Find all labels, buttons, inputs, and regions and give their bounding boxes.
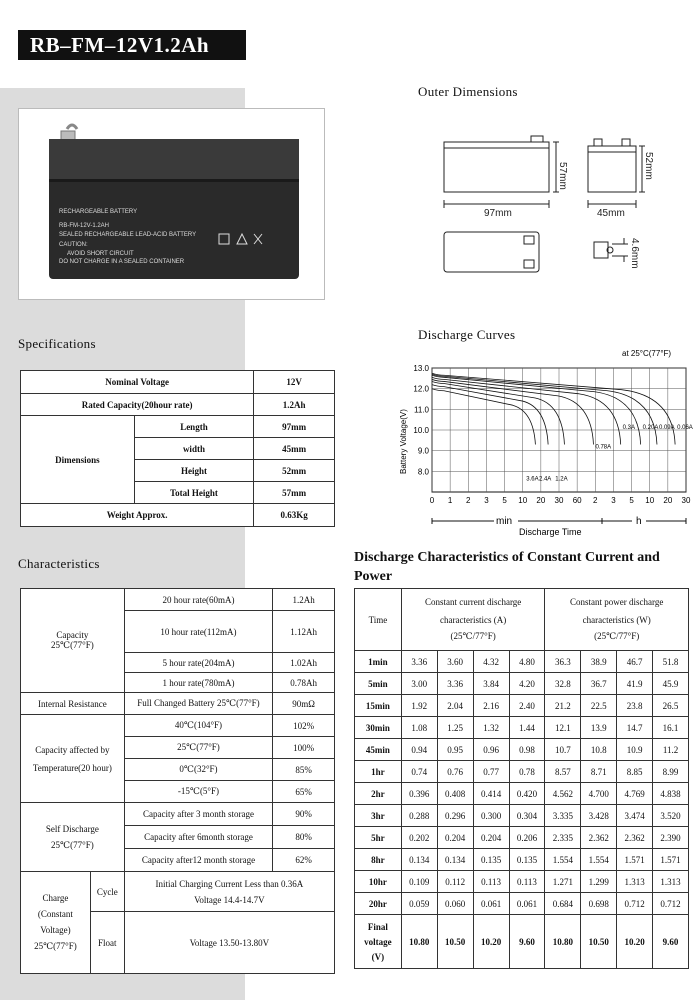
discharge-curves-chart (396, 344, 696, 540)
dt-value-cell: 0.414 (473, 783, 509, 805)
dt-value-cell: 0.135 (473, 849, 509, 871)
dt-final-value: 10.50 (581, 915, 617, 969)
dt-value-cell: 4.20 (509, 673, 545, 695)
spec-capacity: 1.2Ah (254, 394, 335, 416)
dt-time-cell: 20hr (355, 893, 402, 915)
dt-value-cell: 2.390 (653, 827, 689, 849)
dt-value-cell: 1.25 (437, 717, 473, 739)
dt-time-cell: 45min (355, 739, 402, 761)
chart-curve-label: 2.4A (538, 476, 552, 483)
char-rate10: 1.12Ah (273, 611, 335, 653)
dt-value-cell: 51.8 (653, 651, 689, 673)
dt-time-cell: 8hr (355, 849, 402, 871)
battery-photo (18, 108, 325, 300)
char-temp-label: Capacity affected by Temperature(20 hour) (21, 715, 125, 803)
chart-x-tick-label: 5 (629, 496, 634, 505)
table-row (355, 761, 689, 783)
dt-value-cell: 0.300 (473, 805, 509, 827)
dim-length: 97mm (484, 208, 512, 219)
dt-value-cell: 1.32 (473, 717, 509, 739)
chart-curve-1.2A (432, 382, 564, 445)
dt-value-cell: 41.9 (617, 673, 653, 695)
dt-value-cell: 4.838 (653, 783, 689, 805)
spec-voltage: 12V (254, 371, 335, 394)
dt-value-cell: 0.96 (473, 739, 509, 761)
chart-y-ticks (413, 364, 429, 476)
spec-height: 52mm (254, 460, 335, 482)
chart-curve-label: 1.2A (555, 476, 568, 483)
char-sd6-label: Capacity after 6month storage (124, 826, 272, 849)
chart-x-tick-label: 20 (663, 496, 673, 505)
dt-value-cell: 11.2 (653, 739, 689, 761)
char-tm15-label: -15℃(5°F) (124, 781, 272, 803)
chart-curve-label: 3.6A (526, 476, 539, 483)
chart-curve-2.4A (432, 385, 548, 445)
char-ir-label: Internal Resistance (21, 693, 125, 715)
char-rate5: 1.02Ah (273, 653, 335, 673)
dt-value-cell: 0.134 (437, 849, 473, 871)
table-row (355, 739, 689, 761)
specifications-table (20, 370, 335, 527)
char-sd12-label: Capacity after12 month storage (124, 849, 272, 872)
dt-value-cell: 10.7 (545, 739, 581, 761)
chart-x-tick-label: 3 (484, 496, 489, 505)
dt-value-cell: 0.059 (401, 893, 437, 915)
dt-final-value: 10.20 (617, 915, 653, 969)
dt-time-header: Time (355, 589, 402, 651)
dt-value-cell: 0.134 (401, 849, 437, 871)
table-row (355, 651, 689, 673)
dt-value-cell: 0.061 (509, 893, 545, 915)
dt-value-cell: 0.304 (509, 805, 545, 827)
dt-value-cell: 8.71 (581, 761, 617, 783)
table-row (355, 849, 689, 871)
table-row (355, 827, 689, 849)
chart-curve-3.6A (432, 389, 535, 445)
spec-total-height: 57mm (254, 482, 335, 504)
spec-height-label: Height (134, 460, 254, 482)
chart-x-unit-h: h (636, 516, 642, 527)
chart-x-tick-label: 10 (645, 496, 655, 505)
char-float-label: Float (90, 912, 124, 974)
dt-value-cell: 10.9 (617, 739, 653, 761)
chart-x-tick-label: 30 (681, 496, 691, 505)
dt-value-cell: 0.204 (473, 827, 509, 849)
dt-final-value: 9.60 (509, 915, 545, 969)
dt-time-cell: 5min (355, 673, 402, 695)
discharge-curves-heading: Discharge Curves (418, 327, 516, 342)
table-row (355, 695, 689, 717)
char-t25: 100% (273, 737, 335, 759)
spec-weight-label: Weight Approx. (21, 504, 254, 527)
dt-value-cell: 0.74 (401, 761, 437, 783)
char-rate5-label: 5 hour rate(204mA) (124, 653, 272, 673)
chart-x-tick-label: 5 (502, 496, 507, 505)
dt-value-cell: 2.362 (581, 827, 617, 849)
dt-value-cell: 12.1 (545, 717, 581, 739)
dt-value-cell: 1.313 (617, 871, 653, 893)
dt-value-cell: 3.36 (401, 651, 437, 673)
char-rate1-label: 1 hour rate(780mA) (124, 673, 272, 693)
chart-x-ticks (430, 496, 691, 505)
dt-value-cell: 0.684 (545, 893, 581, 915)
label-line6: DO NOT CHARGE IN A SEALED CONTAINER (59, 259, 185, 265)
dt-value-cell: 8.99 (653, 761, 689, 783)
table-row (355, 893, 689, 915)
spec-weight: 0.63Kg (254, 504, 335, 527)
dt-value-cell: 0.112 (437, 871, 473, 893)
dt-value-cell: 1.313 (653, 871, 689, 893)
dt-value-cell: 0.698 (581, 893, 617, 915)
chart-x-tick-label: 30 (554, 496, 564, 505)
dt-cc-header: Constant current discharge characteristics (A) (25℃/77°F) (401, 589, 545, 651)
dt-value-cell: 0.288 (401, 805, 437, 827)
spec-width-label: width (134, 438, 254, 460)
dt-value-cell: 21.2 (545, 695, 581, 717)
dt-value-cell: 1.92 (401, 695, 437, 717)
dt-value-cell: 0.94 (401, 739, 437, 761)
char-tm15: 65% (273, 781, 335, 803)
dt-final-value: 9.60 (653, 915, 689, 969)
dt-value-cell: 8.57 (545, 761, 581, 783)
spec-voltage-label: Nominal Voltage (21, 371, 254, 394)
dt-final-value: 10.80 (545, 915, 581, 969)
dt-value-cell: 3.335 (545, 805, 581, 827)
dt-value-cell: 2.04 (437, 695, 473, 717)
char-charge-label: Charge (Constant Voltage) 25℃(77°F) (21, 872, 91, 974)
chart-curve-label: 0.06A (677, 424, 693, 431)
dt-value-cell: 3.36 (437, 673, 473, 695)
char-capacity-label: Capacity 25℃(77°F) (21, 589, 125, 693)
char-t40-label: 40℃(104°F) (124, 715, 272, 737)
chart-x-tick-label: 20 (536, 496, 546, 505)
dt-value-cell: 16.1 (653, 717, 689, 739)
dt-value-cell: 0.202 (401, 827, 437, 849)
dt-value-cell: 4.769 (617, 783, 653, 805)
dt-value-cell: 45.9 (653, 673, 689, 695)
spec-dimensions-label: Dimensions (21, 416, 135, 504)
dt-value-cell: 22.5 (581, 695, 617, 717)
char-ir: 90mΩ (273, 693, 335, 715)
dt-value-cell: 3.428 (581, 805, 617, 827)
dt-value-cell: 2.335 (545, 827, 581, 849)
dt-value-cell: 0.76 (437, 761, 473, 783)
spec-width: 45mm (254, 438, 335, 460)
chart-y-tick-label: 12.0 (413, 384, 429, 394)
spec-capacity-label: Rated Capacity(20hour rate) (21, 394, 254, 416)
dt-time-cell: 5hr (355, 827, 402, 849)
dt-value-cell: 0.712 (617, 893, 653, 915)
char-sd6: 80% (273, 826, 335, 849)
dim-case-height: 52mm (643, 152, 654, 180)
dt-time-cell: 15min (355, 695, 402, 717)
dt-value-cell: 0.206 (509, 827, 545, 849)
dt-value-cell: 36.3 (545, 651, 581, 673)
dt-value-cell: 0.113 (509, 871, 545, 893)
dt-value-cell: 4.700 (581, 783, 617, 805)
dt-time-cell: 10hr (355, 871, 402, 893)
char-float-value: Voltage 13.50-13.80V (124, 912, 334, 974)
chart-x-tick-label: 2 (466, 496, 471, 505)
dt-value-cell: 0.296 (437, 805, 473, 827)
dt-value-cell: 1.571 (653, 849, 689, 871)
dt-time-cell: 2hr (355, 783, 402, 805)
char-t25-label: 25℃(77°F) (124, 737, 272, 759)
outer-dimensions-heading: Outer Dimensions (418, 84, 518, 99)
dt-value-cell: 38.9 (581, 651, 617, 673)
char-ir-cond: Full Changed Battery 25℃(77°F) (124, 693, 272, 715)
dt-value-cell: 3.474 (617, 805, 653, 827)
dt-value-cell: 0.204 (437, 827, 473, 849)
dt-value-cell: 0.061 (473, 893, 509, 915)
dim-terminal: 4.6mm (629, 238, 640, 269)
dt-value-cell: 0.408 (437, 783, 473, 805)
dt-value-cell: 1.08 (401, 717, 437, 739)
table-row (355, 871, 689, 893)
chart-x-tick-label: 0 (429, 496, 435, 505)
dimension-drawing (416, 104, 686, 302)
chart-y-tick-label: 9.0 (417, 446, 429, 456)
char-sd3-label: Capacity after 3 month storage (124, 803, 272, 826)
dim-width: 45mm (597, 208, 625, 219)
dt-value-cell: 0.396 (401, 783, 437, 805)
chart-x-tick-label: 60 (572, 496, 582, 505)
char-sd-label: Self Discharge 25℃(77°F) (21, 803, 125, 872)
dt-value-cell: 14.7 (617, 717, 653, 739)
dt-value-cell: 0.98 (509, 739, 545, 761)
dt-value-cell: 0.420 (509, 783, 545, 805)
dt-value-cell: 26.5 (653, 695, 689, 717)
char-cycle-value: Initial Charging Current Less than 0.36A Voltage 14.4-14.7V (124, 872, 334, 912)
table-row (355, 783, 689, 805)
char-rate1: 0.78Ah (273, 673, 335, 693)
dim-height: 57mm (557, 162, 568, 190)
dt-value-cell: 0.77 (473, 761, 509, 783)
dt-value-cell: 32.8 (545, 673, 581, 695)
chart-y-tick-label: 13.0 (413, 364, 429, 373)
dt-time-cell: 3hr (355, 805, 402, 827)
table-row (355, 805, 689, 827)
dt-value-cell: 1.554 (545, 849, 581, 871)
label-line3: SEALED RECHARGEABLE LEAD-ACID BATTERY (59, 232, 197, 238)
dt-value-cell: 1.299 (581, 871, 617, 893)
char-rate20: 1.2Ah (273, 589, 335, 611)
dt-value-cell: 13.9 (581, 717, 617, 739)
table-row (355, 673, 689, 695)
dt-value-cell: 0.113 (473, 871, 509, 893)
characteristics-heading: Characteristics (18, 556, 100, 571)
chart-x-tick-label: 2 (593, 496, 598, 505)
dt-value-cell: 0.95 (437, 739, 473, 761)
chart-x-tick-label: 3 (611, 496, 616, 505)
dt-final-value: 10.20 (473, 915, 509, 969)
char-t40: 102% (273, 715, 335, 737)
dt-cp-header: Constant power discharge characteristics (W) (25℃/77°F) (545, 589, 689, 651)
dt-value-cell: 3.84 (473, 673, 509, 695)
dt-value-cell: 3.00 (401, 673, 437, 695)
dt-time-cell: 1hr (355, 761, 402, 783)
dt-value-cell: 1.44 (509, 717, 545, 739)
label-line1: RECHARGEABLE BATTERY (59, 209, 138, 215)
chart-curve-label: 0.09A (658, 424, 675, 431)
chart-annotation: at 25°C(77°F) (622, 349, 672, 358)
chart-curve-label: 0.3A (622, 424, 636, 431)
specifications-heading: Specifications (18, 336, 96, 351)
page-title: RB–FM–12V1.2Ah (18, 30, 246, 60)
char-t0-label: 0℃(32°F) (124, 759, 272, 781)
dt-value-cell: 0.060 (437, 893, 473, 915)
dt-value-cell: 0.109 (401, 871, 437, 893)
chart-xlabel: Discharge Time (519, 527, 582, 537)
dt-value-cell: 46.7 (617, 651, 653, 673)
char-rate20-label: 20 hour rate(60mA) (124, 589, 272, 611)
dt-value-cell: 4.80 (509, 651, 545, 673)
chart-y-tick-label: 10.0 (413, 426, 429, 435)
char-sd12: 62% (273, 849, 335, 872)
spec-length: 97mm (254, 416, 335, 438)
chart-y-tick-label: 8.0 (417, 467, 429, 477)
spec-length-label: Length (134, 416, 254, 438)
dt-final-value: 10.50 (437, 915, 473, 969)
dt-value-cell: 10.8 (581, 739, 617, 761)
label-line5: AVOID SHORT CIRCUIT (67, 251, 134, 257)
dt-value-cell: 2.16 (473, 695, 509, 717)
characteristics-table (20, 588, 335, 974)
dt-value-cell: 4.562 (545, 783, 581, 805)
dt-value-cell: 3.520 (653, 805, 689, 827)
dt-final-label: Final voltage (V) (355, 915, 402, 969)
discharge-table-title: Discharge Characteristics of Constant Current and Power (354, 550, 660, 584)
dt-value-cell: 1.271 (545, 871, 581, 893)
label-line2: RB-FM-12V-1.2AH (59, 223, 110, 229)
chart-x-unit-min: min (496, 516, 513, 527)
dt-value-cell: 8.85 (617, 761, 653, 783)
char-t0: 85% (273, 759, 335, 781)
label-line4: CAUTION: (59, 242, 88, 248)
spec-total-height-label: Total Height (134, 482, 254, 504)
chart-curve-label: 0.20A (642, 424, 659, 431)
chart-curve-label: 0.78A (595, 444, 612, 451)
dt-time-cell: 1min (355, 651, 402, 673)
dt-value-cell: 0.712 (653, 893, 689, 915)
chart-x-tick-label: 10 (518, 496, 528, 505)
dt-value-cell: 36.7 (581, 673, 617, 695)
dt-value-cell: 1.554 (581, 849, 617, 871)
dt-value-cell: 4.32 (473, 651, 509, 673)
dt-final-value: 10.80 (401, 915, 437, 969)
dt-value-cell: 0.78 (509, 761, 545, 783)
dt-value-cell: 0.135 (509, 849, 545, 871)
dt-value-cell: 2.40 (509, 695, 545, 717)
discharge-table (354, 588, 689, 969)
chart-x-tick-label: 1 (447, 496, 453, 505)
chart-ylabel: Battery Voltage(V) (399, 409, 408, 474)
char-cycle-label: Cycle (90, 872, 124, 912)
table-row (355, 717, 689, 739)
dt-value-cell: 2.362 (617, 827, 653, 849)
chart-y-tick-label: 11.0 (414, 405, 429, 415)
dt-value-cell: 1.571 (617, 849, 653, 871)
char-rate10-label: 10 hour rate(112mA) (124, 611, 272, 653)
char-sd3: 90% (273, 803, 335, 826)
dt-value-cell: 23.8 (617, 695, 653, 717)
dt-value-cell: 3.60 (437, 651, 473, 673)
dt-time-cell: 30min (355, 717, 402, 739)
